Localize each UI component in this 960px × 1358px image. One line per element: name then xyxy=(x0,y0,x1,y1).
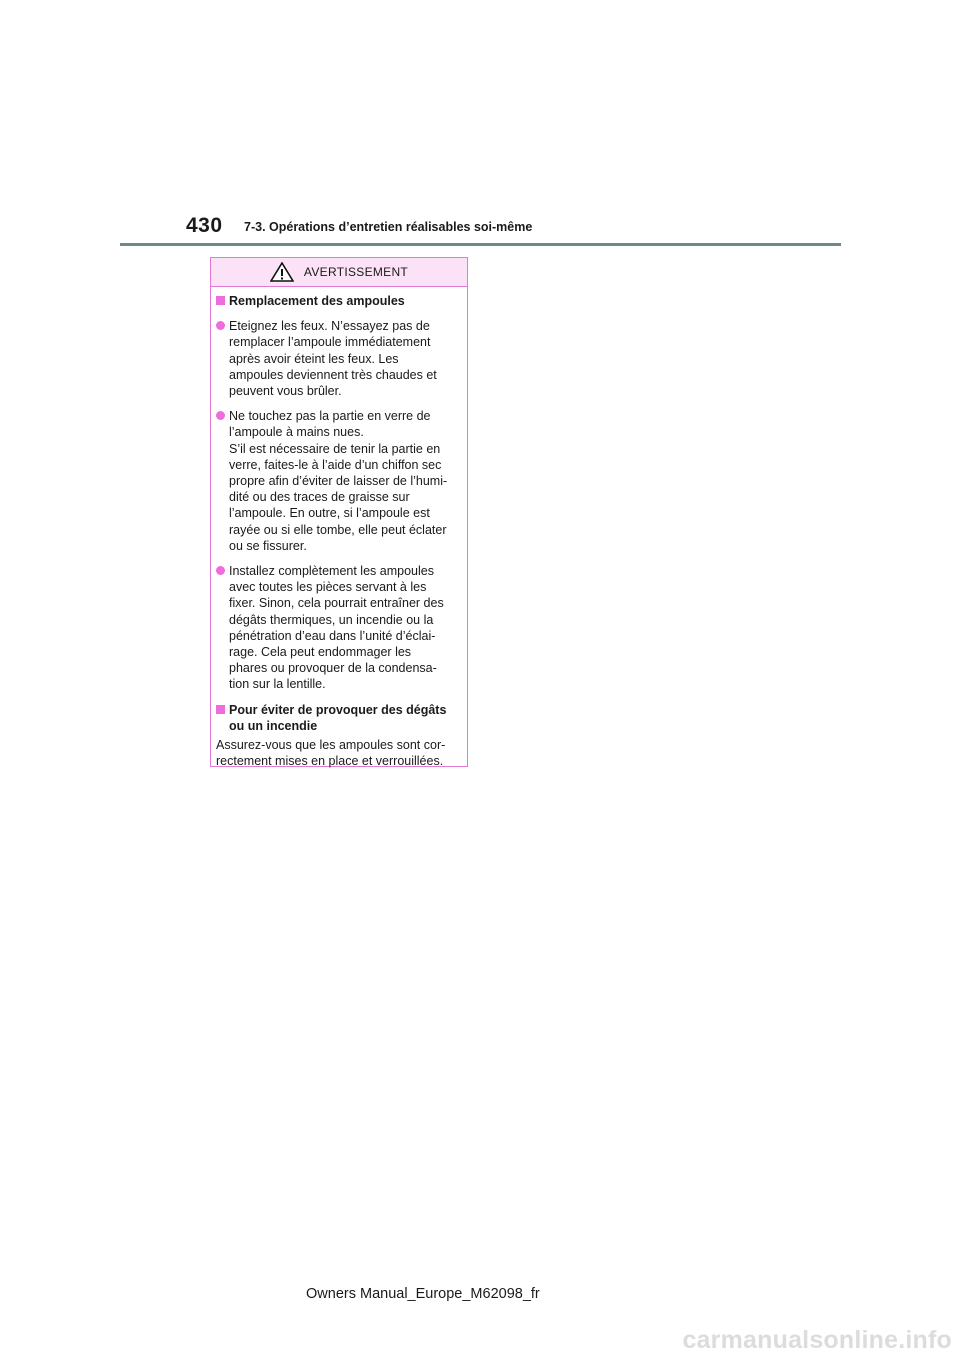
warning-title: AVERTISSEMENT xyxy=(303,265,409,279)
square-bullet-icon xyxy=(216,296,225,305)
warning-triangle-icon xyxy=(270,262,294,282)
circle-bullet-icon xyxy=(216,321,225,330)
warning-box xyxy=(210,257,468,767)
page-number: 430 xyxy=(186,214,223,237)
square-bullet-icon xyxy=(216,705,225,714)
warning-body xyxy=(211,287,467,769)
bullet-item: Installez complètement les ampoules avec toutes les pièces servant à les fixer. Sinon, cela pourrait entraîner des dégâts thermiques, un incendie ou la pénétration d’eau dans l’unité d’éclai- rage. Cela peut endommager les phares ou provoquer de la condensa- tion sur la lentille. xyxy=(216,563,462,693)
section-heading-fire: Pour éviter de provoquer des dégâts ou un incendie xyxy=(216,702,462,734)
section-heading-replacement: Remplacement des ampoules xyxy=(216,293,462,309)
header-rule xyxy=(120,243,841,246)
circle-bullet-icon xyxy=(216,566,225,575)
bullet-item: Eteignez les feux. N’essayez pas de remplacer l’ampoule immédiatement après avoir éteint les feux. Les ampoules deviennent très chaudes et peuvent vous brûler. xyxy=(216,318,462,399)
section-text-fire: Assurez-vous que les ampoules sont cor- rectement mises en place et verrouillées. xyxy=(216,738,446,769)
bullet-item: Ne touchez pas la partie en verre de l’ampoule à mains nues. S’il est nécessaire de tenir la partie en verre, faites-le à l’aide d’un chiffon sec propre afin d’éviter de laisser de l’humi- dité ou des traces de graisse sur l’ampoule. En outre, si l’ampoule est rayée ou si elle tombe, elle peut éclater ou se fissurer. xyxy=(216,408,462,554)
circle-bullet-icon xyxy=(216,411,225,420)
footer-document-id: Owners Manual_Europe_M62098_fr xyxy=(306,1286,540,1302)
warning-header xyxy=(211,258,467,287)
watermark: carmanualsonline.info xyxy=(682,1326,952,1354)
section-title: 7-3. Opérations d’entretien réalisables soi-même xyxy=(244,220,533,234)
